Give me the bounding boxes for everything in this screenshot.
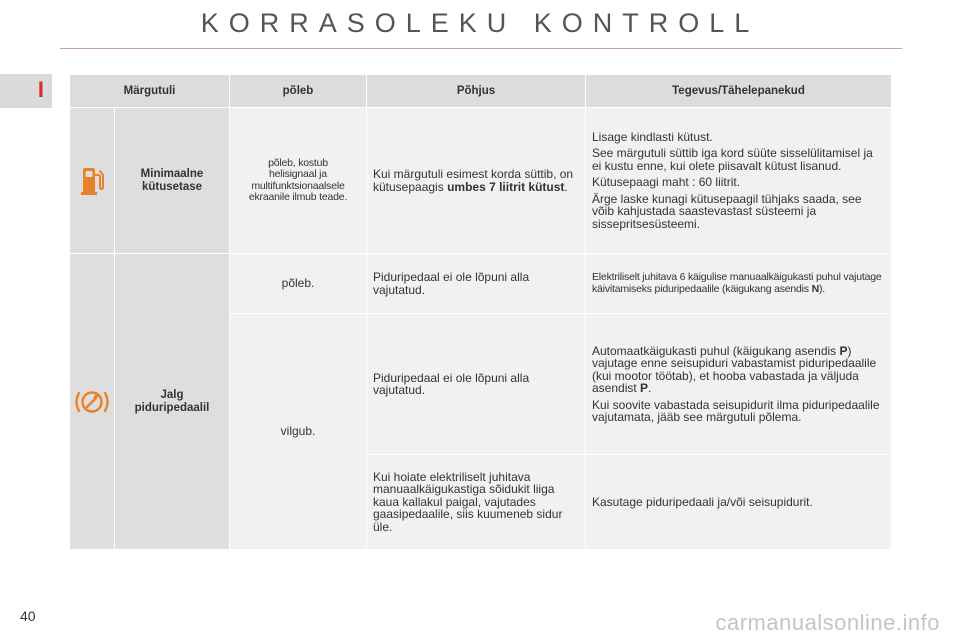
header-indicator: Märgutuli [70,75,230,108]
section-tab [0,74,52,108]
brake-action-1: Elektriliselt juhitava 6 käigulise manuaalkäigukasti puhul vajutage käivitamiseks piduripedaalile (käigukang asendis N). [586,254,892,314]
watermark: carmanualsonline.info [715,610,940,635]
brake-icon-cell [70,254,115,550]
table-header-row [70,75,892,108]
fuel-indicator-name: Minimaalne kütusetase [115,108,230,254]
table-row-fuel [70,108,892,254]
section-tab-label: I [37,77,44,102]
brake-state-on: põleb. [230,254,367,314]
fuel-cause: Kui märgutuli esimest korda süttib, on kütusepaagis umbes 7 liitrit kütust. [367,108,586,254]
title-divider [60,48,902,49]
header-cause: Põhjus [367,75,586,108]
brake-indicator-name: Jalg piduripedaalil [115,254,230,550]
fuel-action: Lisage kindlasti kütust. See märgutuli süttib iga kord süüte sisselülitamisel ja ei kustu enne, kui olete piisavalt kütust lisanud. Kütusepaagi maht : 60 liitrit. Ärge laske kunagi kütusepaagil tühjaks saada, see võib kahjustada saastevastast süsteemi ja sissepritsesüsteemi. [586,108,892,254]
brake-action-3: Kasutage piduripedaali ja/või seisupidurit. [586,455,892,550]
header-state: põleb [230,75,367,108]
warning-lights-table [69,74,892,550]
page-number: 40 [20,608,36,624]
brake-cause-3: Kui hoiate elektriliselt juhitava manuaalkäigukastiga sõidukit liiga kaua kallakul paigal, vajutades gaasipedaalile, siis kuumeneb sidur üle. [367,455,586,550]
fuel-pump-icon [79,166,105,196]
fuel-state: põleb, kostub helisignaal ja multifunktsionaalsele ekraanile ilmub teade. [230,108,367,254]
table-row-brake-on [70,254,892,314]
brake-state-blink: vilgub. [230,314,367,550]
brake-pedal-warning-icon [72,389,112,415]
fuel-icon-cell [70,108,115,254]
header-action: Tegevus/Tähelepanekud [586,75,892,108]
page-title: KORRASOLEKU KONTROLL [200,8,760,38]
brake-cause-2: Piduripedaal ei ole lõpuni alla vajutatud. [367,314,586,455]
brake-action-2: Automaatkäigukasti puhul (käigukang asendis P) vajutage enne seisupiduri vabastamist piduripedaalile (kui mootor töötab), et hooba vabastada ja väljuda asendist P. Kui soovite vabastada seisupidurit ilma piduripedaalile vajutamata, jääb see märgutuli põlema. [586,314,892,455]
brake-cause-1: Piduripedaal ei ole lõpuni alla vajutatud. [367,254,586,314]
